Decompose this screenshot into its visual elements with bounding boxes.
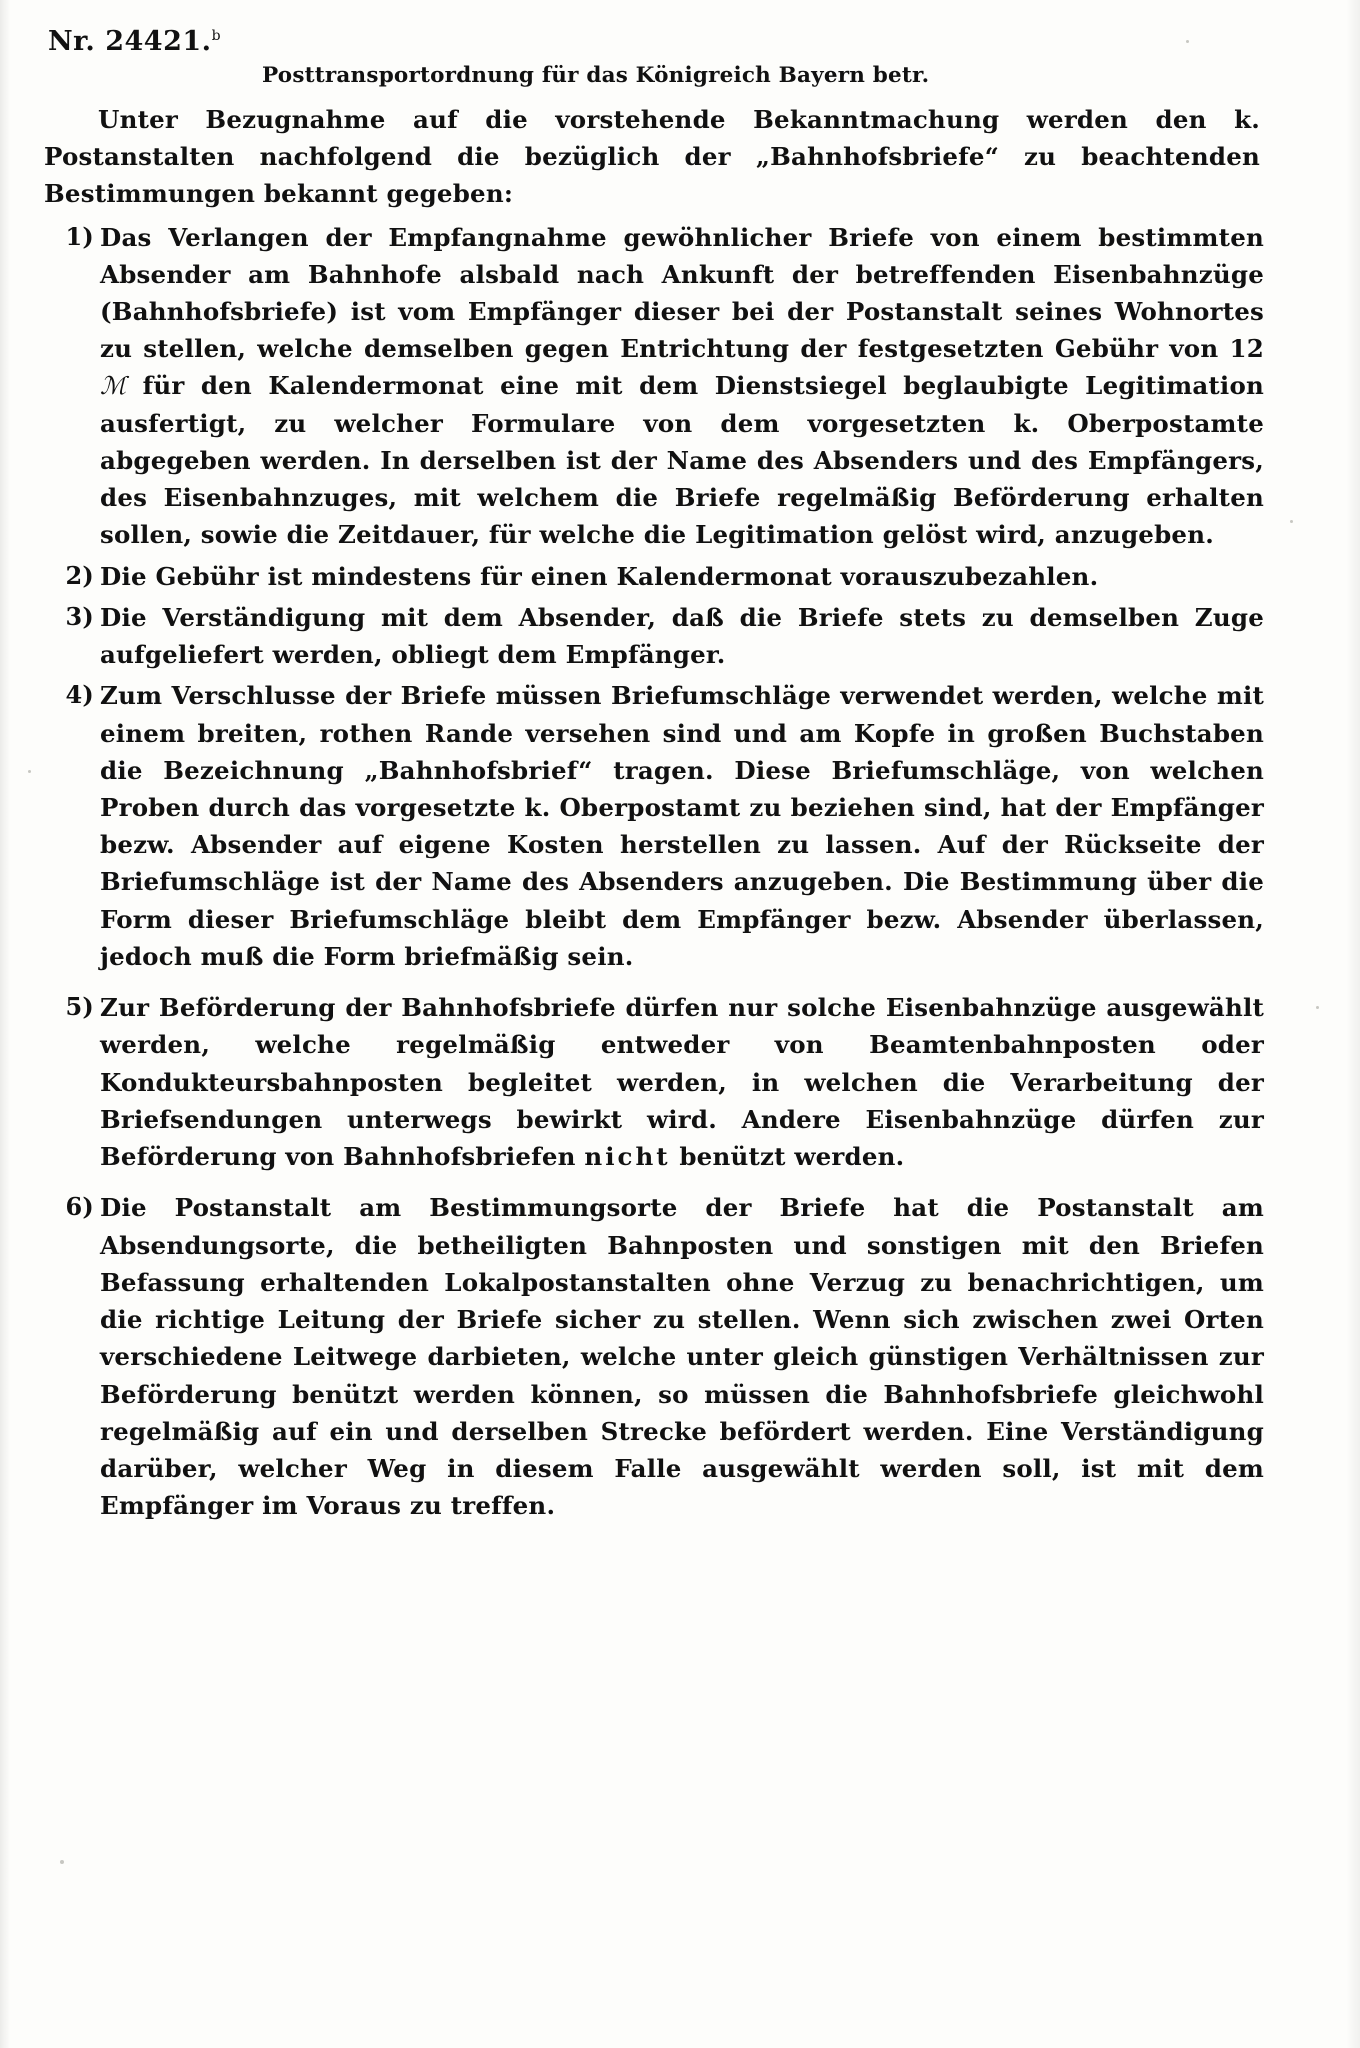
list-item: [44, 219, 1264, 554]
list-item-text: Die Gebühr ist mindestens für einen Kalendermonat vorauszubezahlen.: [100, 561, 1099, 591]
list-item-text-part-1: Das Verlangen der Empfangnahme gewöhnlicher Briefe von einem bestimmten Absender am Bahnhofe alsbald nach Ankunft der betreffenden Eisenbahnzüge (Bahnhofsbriefe) ist vom Empfänger dieser bei der Postanstalt seines Wohnortes zu stellen, welche demselben gegen Entrichtung der festgesetzten Gebühr von 12: [100, 222, 1264, 364]
list-item: [44, 989, 1264, 1175]
list-item-text: Die Verständigung mit dem Absender, daß die Briefe stets zu demselben Zuge aufgeliefert werden, obliegt dem Empfänger.: [100, 602, 1264, 670]
list-item-text-part-2: benützt werden.: [670, 1142, 905, 1172]
scan-speck: [28, 770, 31, 773]
scan-speck: [1290, 520, 1293, 523]
list-item-text-part-2: für den Kalendermonat eine mit dem Dienstsiegel beglaubigte Legitimation ausfertigt, zu welcher Formulare von dem vorgesetzten k. Oberpostamte abgegeben werden. In derselben ist der Name des Absenders und des Empfängers, des Eisenbahnzuges, mit welchem die Briefe regelmäßig Beförderung erhalten sollen, sowie die Zeitdauer, für welche die Legitimation gelöst wird, anzugeben.: [100, 371, 1264, 550]
list-item-number: 2): [65, 560, 94, 590]
list-item: [44, 1189, 1264, 1524]
provisions-list: [44, 219, 1264, 1525]
document-number-superscript: b: [211, 28, 222, 44]
scan-edge-right: [1346, 0, 1360, 2048]
list-item-number: 4): [65, 680, 94, 710]
scan-edge-left: [0, 0, 10, 2048]
list-item-text-part-1: Zur Beförderung der Bahnhofsbriefe dürfen nur solche Eisenbahnzüge ausgewählt werden, welche regelmäßig entweder von Beamtenbahnposten oder Kondukteursbahnposten begleitet werden, in welchen die Verarbeitung der Briefsendungen unterwegs bewirkt wird. Andere Eisenbahnzüge dürfen zur Beförderung von Bahnhofsbriefen: [100, 993, 1264, 1172]
document-intro: [44, 101, 1264, 213]
list-item: [44, 677, 1264, 975]
scan-speck: [1186, 40, 1189, 43]
list-item-number: 6): [65, 1192, 94, 1222]
document-intro-text: Unter Bezugnahme auf die vorstehende Bekanntmachung werden den k. Postanstalten nachfolgend die bezüglich der „Bahnhofsbriefe“ zu beachtenden Bestimmungen bekannt gegeben:: [44, 104, 1260, 209]
list-item-text: Zum Verschlusse der Briefe müssen Briefumschläge verwendet werden, welche mit einem breiten, rothen Rande versehen sind und am Kopfe in großen Buchstaben die Bezeichnung „Bahnhofsbrief“ tragen. Diese Briefumschläge, von welchen Proben durch das vorgesetzte k. Oberpostamt zu beziehen sind, hat der Empfänger bezw. Absender auf eigene Kosten herstellen zu lassen. Auf der Rückseite der Briefumschläge ist der Name des Absenders anzugeben. Die Bestimmung über die Form dieser Briefumschläge bleibt dem Empfänger bezw. Absender überlassen, jedoch muß die Form briefmäßig sein.: [100, 681, 1264, 971]
document-number: [44, 26, 1264, 57]
document-subject: Posttransportordnung für das Königreich Bayern betr.: [262, 63, 930, 88]
scan-speck: [60, 1860, 64, 1864]
mark-currency-symbol: ℳ: [100, 371, 127, 401]
list-item: [44, 558, 1264, 595]
document-number-text: Nr. 24421.: [48, 26, 212, 57]
scan-speck: [1316, 1006, 1319, 1009]
list-item-text: Die Postanstalt am Bestimmungsorte der Briefe hat die Postanstalt am Absendungsorte, die betheiligten Bahnposten und sonstigen mit den Briefen Befassung erhaltenden Lokalpostanstalten ohne Verzug zu benachrichtigen, um die richtige Leitung der Briefe sicher zu stellen. Wenn sich zwischen zwei Orten verschiedene Leitwege darbieten, welche unter gleich günstigen Verhältnissen zur Beförderung benützt werden können, so müssen die Bahnhofsbriefe gleichwohl regelmäßig auf ein und derselben Strecke befördert werden. Eine Verständigung darüber, welcher Weg in diesem Falle ausgewählt werden soll, ist mit dem Empfänger im Voraus zu treffen.: [100, 1193, 1264, 1521]
list-item-number: 3): [65, 601, 94, 631]
list-item-number: 5): [65, 992, 94, 1022]
list-item-number: 1): [65, 221, 94, 251]
list-item: [44, 599, 1264, 673]
emphasis-spaced-text: nicht: [584, 1142, 671, 1172]
